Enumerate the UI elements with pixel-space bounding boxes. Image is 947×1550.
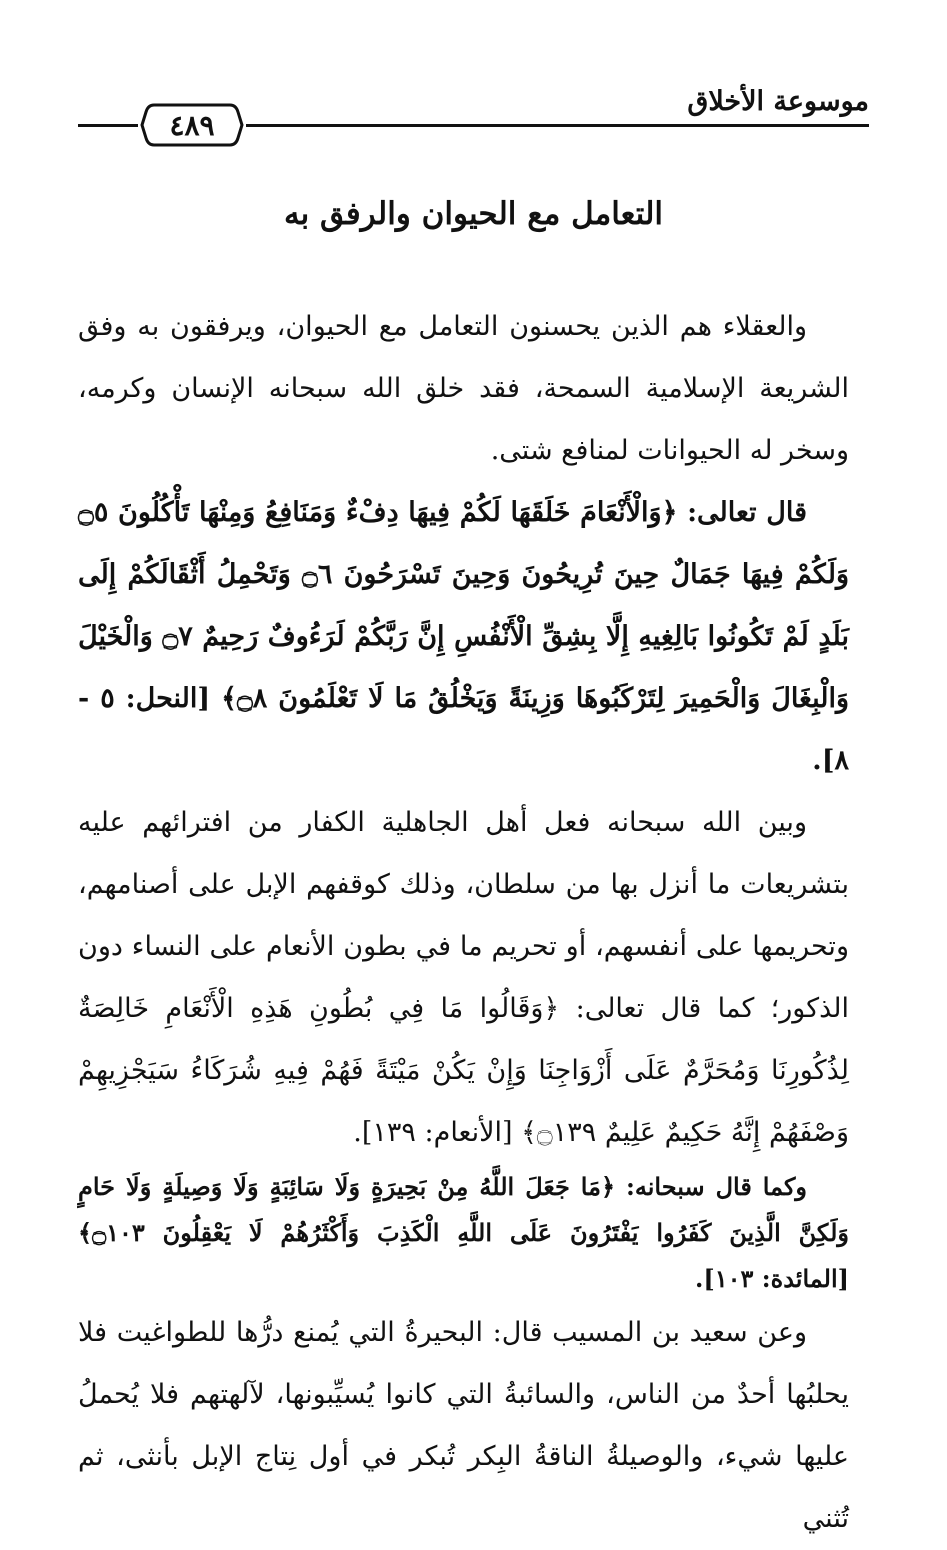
page-number-badge xyxy=(140,102,244,148)
body-text xyxy=(78,296,849,1550)
paragraph-quran-maidah: وكما قال سبحانه: ﴿مَا جَعَلَ اللَّهُ مِنْ بَحِيرَةٍ وَلَا سَائِبَةٍ وَلَا وَصِيلَةٍ وَلَا حَامٍ وَلَكِنَّ الَّذِينَ كَفَرُوا يَفْتَرُونَ عَلَى اللَّهِ الْكَذِبَ وَأَكْثَرُهُمْ لَا يَعْقِلُونَ ۝١٠٣﴾ [المائدة: ١٠٣]. xyxy=(78,1172,849,1293)
header-rule-right xyxy=(246,124,869,127)
page-number: ٤٨٩ xyxy=(169,109,215,142)
paragraph-intro: والعقلاء هم الذين يحسنون التعامل مع الحيوان، ويرفقون به وفق الشريعة الإسلامية السمحة، فقد خلق الله سبحانه الإنسان وكرمه، وسخر له الحيوانات لمنافع شتى. xyxy=(78,311,849,466)
paragraph-quran-nahl: قال تعالى: ﴿وَالْأَنْعَامَ خَلَقَهَا لَكُمْ فِيهَا دِفْءٌ وَمَنَافِعُ وَمِنْهَا تَأْكُلُونَ ۝٥ وَلَكُمْ فِيهَا جَمَالٌ حِينَ تُرِيحُونَ وَحِينَ تَسْرَحُونَ ۝٦ وَتَحْمِلُ أَثْقَالَكُمْ إِلَى بَلَدٍ لَمْ تَكُونُوا بَالِغِيهِ إِلَّا بِشِقِّ الْأَنْفُسِ إِنَّ رَبَّكُمْ لَرَءُوفٌ رَحِيمٌ ۝٧ وَالْخَيْلَ وَالْبِغَالَ وَالْحَمِيرَ لِتَرْكَبُوهَا وَزِينَةً وَيَخْلُقُ مَا لَا تَعْلَمُونَ ۝٨﴾ [النحل: ٥ - ٨]. xyxy=(78,497,849,776)
paragraph-jahiliyya: وبين الله سبحانه فعل أهل الجاهلية الكفار من افترائهم عليه بتشريعات ما أنزل بها من سلطان، وذلك كوقفهم الإبل على أصنامهم، وتحريمها على أنفسهم، أو تحريم ما في بطون الأنعام على النساء دون الذكور؛ كما قال تعالى: ﴿وَقَالُوا مَا فِي بُطُونِ هَذِهِ الْأَنْعَامِ خَالِصَةٌ لِذُكُورِنَا وَمُحَرَّمٌ عَلَى أَزْوَاجِنَا وَإِنْ يَكُنْ مَيْتَةً فَهُمْ فِيهِ شُرَكَاءُ سَيَجْزِيهِمْ وَصْفَهُمْ إِنَّهُ حَكِيمٌ عَلِيمٌ ۝١٣٩﴾ [الأنعام: ١٣٩]. xyxy=(78,807,849,1148)
book-title: موسوعة الأخلاق xyxy=(687,86,869,117)
chapter-title: التعامل مع الحيوان والرفق به xyxy=(283,196,664,232)
header-rule-left xyxy=(78,124,138,127)
running-header xyxy=(78,82,869,142)
paragraph-ibn-musayyib: وعن سعيد بن المسيب قال: البحيرةُ التي يُمنع درُّها للطواغيت فلا يحلبُها أحدٌ من الناس، والسائبةُ التي كانوا يُسيِّبونها، لآلهتهم فلا يُحملُ عليها شيء، والوصيلةُ الناقةُ البِكر تُبكر في أول نِتاج الإبل بأنثى، ثم تُثني xyxy=(78,1317,849,1534)
